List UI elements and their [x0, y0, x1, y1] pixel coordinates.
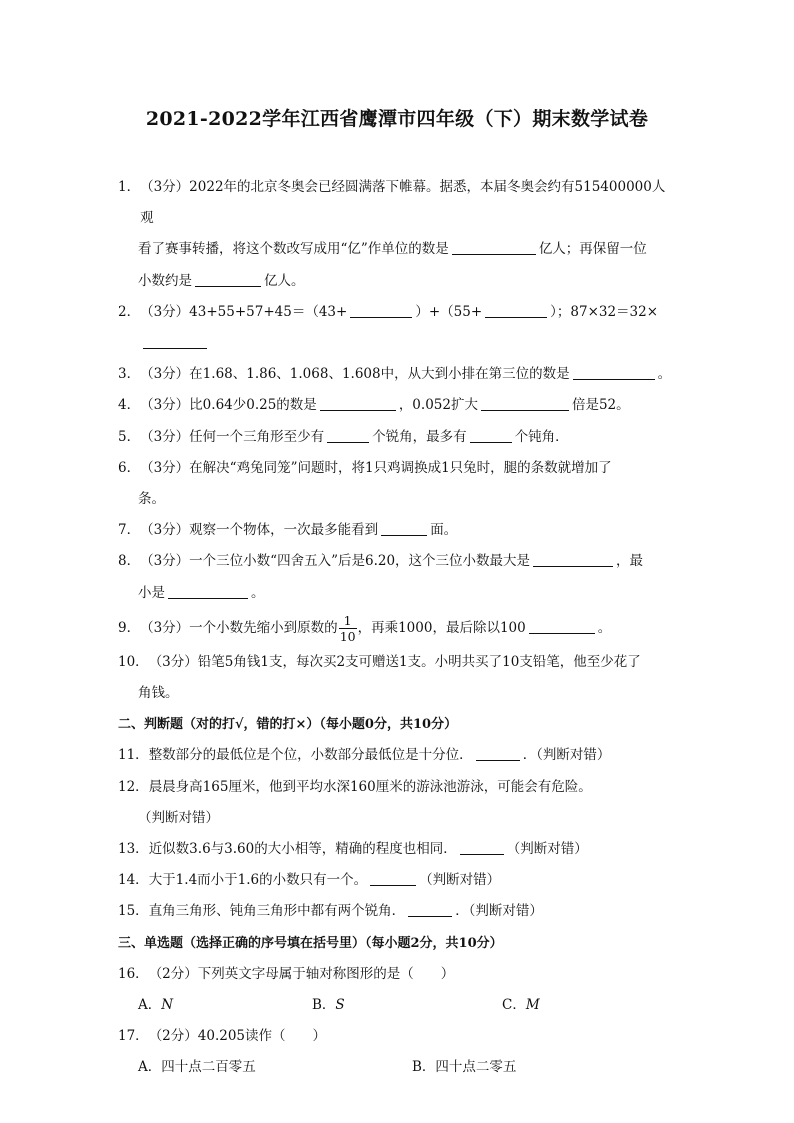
option-label: B．	[312, 997, 336, 1014]
question-number: 7．	[118, 522, 141, 539]
question-number: 1．	[118, 179, 141, 195]
text: 。	[251, 584, 265, 601]
question-8	[118, 546, 678, 577]
text: 看了赛事转播，将这个数改写成用“亿”作单位的数是	[138, 241, 449, 258]
question-number: 11．	[118, 747, 149, 764]
answer-blank[interactable]	[573, 365, 655, 380]
question-16-options	[118, 990, 678, 1021]
text: （3分）一个三位小数“四舍五入”后是6.20，这个三位小数最大是	[140, 553, 531, 570]
answer-blank[interactable]	[327, 428, 369, 443]
text: 倍是52。	[571, 397, 630, 414]
text: ．（判断对错）	[522, 747, 611, 764]
answer-blank[interactable]	[350, 303, 412, 318]
text: 小数约是	[138, 272, 192, 289]
question-number: 2．	[118, 303, 141, 320]
question-1-line-2	[118, 234, 678, 265]
text: 整数部分的最低位是个位，小数部分最低位是十分位．	[148, 747, 473, 764]
answer-blank[interactable]	[143, 334, 207, 349]
question-15	[118, 896, 678, 927]
text: （3分）在1.68、1.86、1.068、1.608中，从大到小排在第三位的数是	[140, 366, 570, 383]
answer-blank[interactable]	[320, 396, 396, 411]
question-number: 16．	[118, 965, 149, 982]
option-value: N	[161, 997, 174, 1014]
question-text	[140, 515, 678, 546]
text: （判断对错）	[138, 809, 219, 826]
option-label: A．	[138, 997, 162, 1014]
answer-blank[interactable]	[195, 272, 261, 287]
answer-blank[interactable]	[529, 619, 595, 634]
question-number: 8．	[118, 553, 141, 570]
question-7	[118, 515, 678, 546]
question-11	[118, 740, 678, 771]
answer-blank[interactable]	[460, 840, 504, 855]
option-c[interactable]	[502, 990, 540, 1021]
answer-blank[interactable]	[168, 584, 248, 599]
text: 个钝角．	[514, 428, 569, 445]
answer-blank[interactable]	[452, 240, 536, 255]
question-8-line-2	[118, 578, 678, 609]
text: ）；87×32＝32×	[550, 303, 659, 320]
text: ．（判断对错）	[455, 903, 543, 920]
answer-blank[interactable]	[485, 303, 547, 318]
text: 小是	[138, 584, 165, 601]
answer-blank[interactable]	[381, 521, 427, 536]
answer-blank[interactable]	[533, 552, 613, 567]
text: ，0.052扩大	[398, 397, 478, 414]
question-text	[149, 1021, 678, 1052]
question-number: 4．	[118, 397, 141, 414]
text: （3分）比0.64少0.25的数是	[140, 397, 317, 414]
text: （判断对错）	[506, 841, 588, 858]
option-label: B．	[412, 1059, 436, 1076]
question-text	[149, 834, 678, 865]
text: 近似数3.6与3.60的大小相等，精确的程度也相同．	[148, 841, 457, 858]
text: 直角三角形、钝角三角形中都有两个锐角．	[148, 903, 406, 920]
question-number: 13．	[118, 841, 149, 858]
question-text	[140, 609, 678, 647]
question-17	[118, 1021, 678, 1052]
question-number: 10．	[118, 653, 149, 670]
question-text	[140, 172, 678, 234]
fraction-numerator: 1	[343, 612, 352, 628]
text: 亿人；再保留一位	[538, 241, 647, 258]
question-6-line-2	[118, 484, 678, 515]
option-label: A．	[138, 1059, 162, 1076]
page-title: 2021-2022学年江西省鹰潭市四年级（下）期末数学试卷	[145, 108, 649, 130]
section-heading-judgement: 二、判断题（对的打√，错的打×）（每小题0分，共10分）	[118, 717, 458, 733]
option-a[interactable]	[138, 1052, 412, 1083]
option-value: M	[525, 997, 540, 1014]
question-10-line-2	[118, 678, 678, 709]
text: （3分）在解决“鸡兔同笼”问题时，将1只鸡调换成1只兔时，腿的条数就增加了	[140, 459, 612, 476]
question-1-line-3	[118, 266, 678, 297]
question-text	[140, 359, 678, 390]
question-text	[149, 740, 678, 771]
fraction-denominator: 10	[339, 628, 356, 644]
text: （3分）43+55+57+45＝（43+	[140, 303, 348, 320]
question-list	[118, 172, 678, 1084]
section-heading-single-choice: 三、单选题（选择正确的序号填在括号里）（每小题2分，共10分）	[118, 935, 503, 951]
text: （3分）任何一个三角形至少有	[140, 428, 325, 445]
question-3	[118, 359, 678, 390]
question-17-options	[118, 1052, 678, 1083]
question-text	[149, 959, 678, 990]
option-value: 四十点二百零五	[161, 1059, 256, 1076]
option-b[interactable]	[312, 990, 502, 1021]
option-b[interactable]	[412, 1052, 516, 1083]
question-number: 3．	[118, 366, 141, 383]
option-a[interactable]	[138, 990, 312, 1021]
question-1	[118, 172, 678, 234]
answer-blank[interactable]	[408, 902, 452, 917]
text: （3分）2022年的北京冬奥会已经圆满落下帷幕。据悉，本届冬奥会约有515400000人观	[140, 179, 666, 227]
text: 条。	[138, 491, 165, 508]
text: （判断对错）	[419, 872, 501, 889]
question-text	[140, 422, 678, 453]
text: 。	[657, 366, 672, 383]
text: 面。	[430, 522, 458, 539]
text: 。	[597, 619, 612, 636]
question-number: 9．	[118, 619, 141, 636]
question-number: 12．	[118, 778, 149, 795]
question-text	[149, 647, 678, 678]
question-12-line-2	[118, 803, 678, 834]
text: （3分）一个小数先缩小到原数的	[140, 619, 338, 636]
answer-blank[interactable]	[476, 746, 520, 761]
question-number: 5．	[118, 428, 141, 445]
question-number: 15．	[118, 903, 149, 920]
fraction	[339, 613, 357, 644]
question-text	[149, 772, 678, 803]
question-text	[140, 453, 678, 484]
question-text	[140, 390, 678, 421]
question-16	[118, 959, 678, 990]
text: 个锐角，最多有	[372, 428, 467, 445]
question-number: 14．	[118, 872, 149, 889]
text: 晨晨身高165厘米，他到平均水深160厘米的游泳池游泳，可能会有危险。	[148, 778, 592, 795]
question-number: 6．	[118, 459, 141, 476]
question-text	[140, 297, 678, 359]
question-9	[118, 609, 678, 647]
text: （3分）铅笔5角钱1支，每次买2支可赠送1支。小明共买了10支铅笔，他至少花了	[148, 653, 641, 670]
question-4	[118, 390, 678, 421]
question-text	[149, 896, 678, 927]
question-12	[118, 772, 678, 803]
option-value: 四十点二零五	[435, 1059, 517, 1076]
question-2	[118, 297, 678, 359]
question-13	[118, 834, 678, 865]
question-6	[118, 453, 678, 484]
text: ）+（55+	[415, 303, 483, 320]
question-text	[149, 865, 678, 896]
text: ，最	[616, 553, 644, 570]
text: （2分）40.205读作（ ）	[148, 1028, 327, 1045]
option-label: C．	[502, 997, 526, 1014]
question-text	[140, 546, 678, 577]
text: 亿人。	[264, 272, 305, 289]
question-5	[118, 422, 678, 453]
question-number: 17．	[118, 1028, 149, 1045]
option-value: S	[335, 997, 345, 1014]
answer-blank[interactable]	[470, 428, 512, 443]
question-10	[118, 647, 678, 678]
text: （2分）下列英文字母属于轴对称图形的是（ ）	[148, 965, 455, 982]
answer-blank[interactable]	[370, 871, 416, 886]
text: ，再乘1000，最后除以100	[357, 619, 526, 636]
text: （3分）观察一个物体，一次最多能看到	[140, 522, 379, 539]
answer-blank[interactable]	[481, 396, 569, 411]
question-14	[118, 865, 678, 896]
text: 大于1.4而小于1.6的小数只有一个。	[148, 872, 368, 889]
text: 角钱。	[138, 685, 179, 702]
